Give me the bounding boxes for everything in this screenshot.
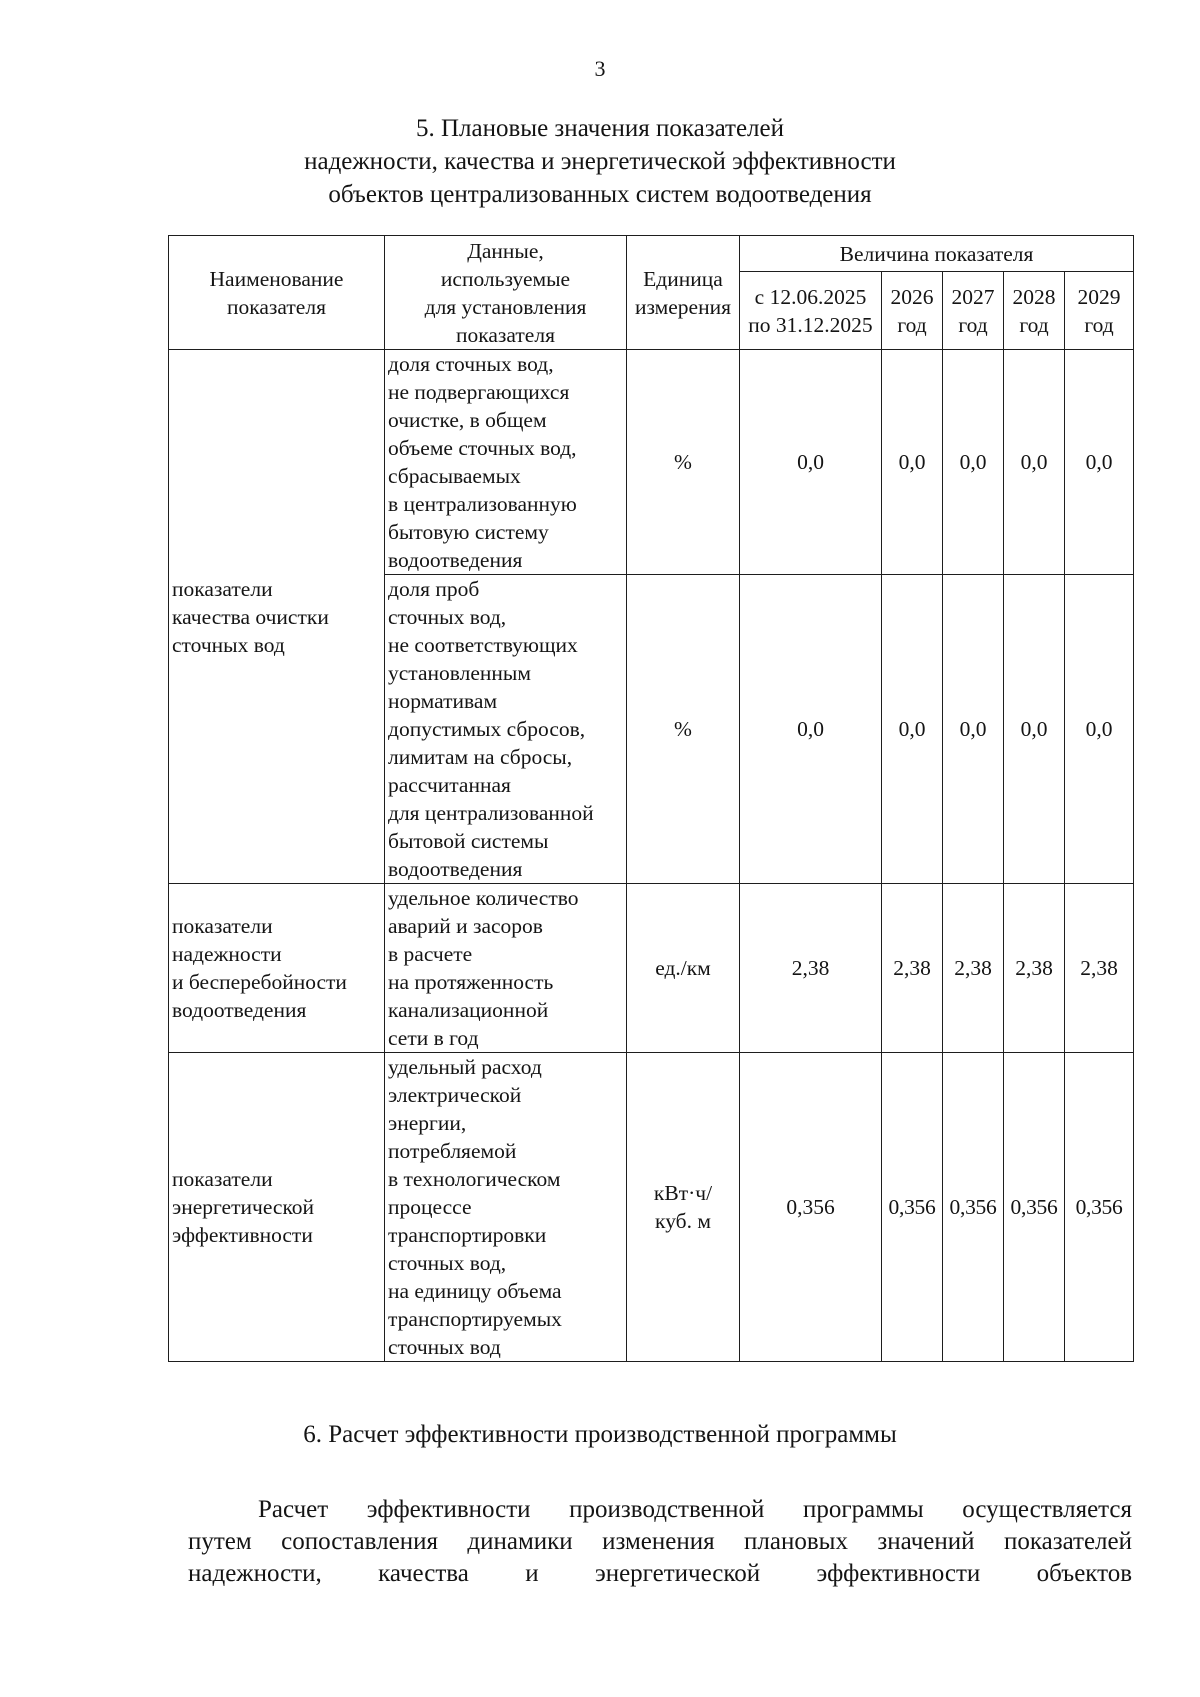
header-period: с 12.06.2025 по 31.12.2025 (740, 272, 882, 350)
indicator-data: удельное количество аварий и засоров в расчете на протяженность канализационной сети в год (385, 884, 627, 1053)
body-paragraph (188, 1494, 1132, 1590)
paragraph-line: путем сопоставления динамики изменения плановых значений показателей (188, 1528, 1132, 1555)
page-number: 3 (594, 56, 606, 81)
indicator-unit: кВт·ч/ куб. м (627, 1053, 740, 1362)
indicator-value: 2,38 (1065, 884, 1134, 1053)
paragraph-line-text: Расчет эффективности производственной программы осуществляется (258, 1496, 1132, 1523)
header-period: 2028 год (1004, 272, 1065, 350)
paragraph-line: надежности, качества и энергетической эффективности объектов (188, 1560, 1132, 1587)
indicator-value: 0,356 (740, 1053, 882, 1362)
indicator-value: 0,0 (1065, 350, 1134, 575)
header-period: 2027 год (943, 272, 1004, 350)
section-5-title-line: объектов централизованных систем водоотведения (328, 181, 872, 208)
section-5-title-line: 5. Плановые значения показателей (415, 115, 785, 142)
indicator-value: 2,38 (882, 884, 943, 1053)
section-5-title-line: надежности, качества и энергетической эффективности (304, 148, 896, 175)
header-data: Данные, используемые для установления показателя (385, 236, 627, 350)
indicator-value: 0,356 (1004, 1053, 1065, 1362)
indicator-unit: % (627, 575, 740, 884)
indicator-value: 0,0 (882, 350, 943, 575)
indicator-value: 2,38 (1004, 884, 1065, 1053)
section-5-title (0, 112, 1200, 211)
indicator-value: 2,38 (943, 884, 1004, 1053)
header-name: Наименование показателя (169, 236, 385, 350)
header-period: 2029 год (1065, 272, 1134, 350)
header-unit: Единица измерения (627, 236, 740, 350)
indicator-unit: ед./км (627, 884, 740, 1053)
indicator-group-name: показатели качества очистки сточных вод (169, 350, 385, 884)
section-6-title: 6. Расчет эффективности производственной программы (303, 1421, 897, 1448)
indicator-value: 0,356 (1065, 1053, 1134, 1362)
indicator-value: 0,0 (740, 350, 882, 575)
header-value-group: Величина показателя (740, 236, 1134, 272)
indicator-value: 0,0 (882, 575, 943, 884)
indicator-data: доля проб сточных вод, не соответствующих установленным нормативам допустимых сбросов, лимитам на сбросы, рассчитанная для централизованной бытовой системы водоотведения (385, 575, 627, 884)
indicator-value: 2,38 (740, 884, 882, 1053)
indicator-value: 0,356 (882, 1053, 943, 1362)
indicator-value: 0,0 (1004, 575, 1065, 884)
indicators-table (168, 235, 1134, 1362)
table-row (169, 1053, 1134, 1362)
indicator-value: 0,0 (740, 575, 882, 884)
indicator-unit: % (627, 350, 740, 575)
indicator-group-name: показатели энергетической эффективности (169, 1053, 385, 1362)
table-row (169, 884, 1134, 1053)
table-row (169, 350, 1134, 575)
indicator-data: доля сточных вод, не подвергающихся очистке, в общем объеме сточных вод, сбрасываемых в централизованную бытовую систему водоотведения (385, 350, 627, 575)
indicator-data: удельный расход электрической энергии, потребляемой в технологическом процессе транспортировки сточных вод, на единицу объема транспортируемых сточных вод (385, 1053, 627, 1362)
header-period: 2026 год (882, 272, 943, 350)
indicator-value: 0,356 (943, 1053, 1004, 1362)
paragraph-line (188, 1494, 1132, 1526)
indicator-value: 0,0 (1065, 575, 1134, 884)
indicator-value: 0,0 (1004, 350, 1065, 575)
indicator-group-name: показатели надежности и бесперебойности водоотведения (169, 884, 385, 1053)
indicator-value: 0,0 (943, 350, 1004, 575)
indicator-value: 0,0 (943, 575, 1004, 884)
